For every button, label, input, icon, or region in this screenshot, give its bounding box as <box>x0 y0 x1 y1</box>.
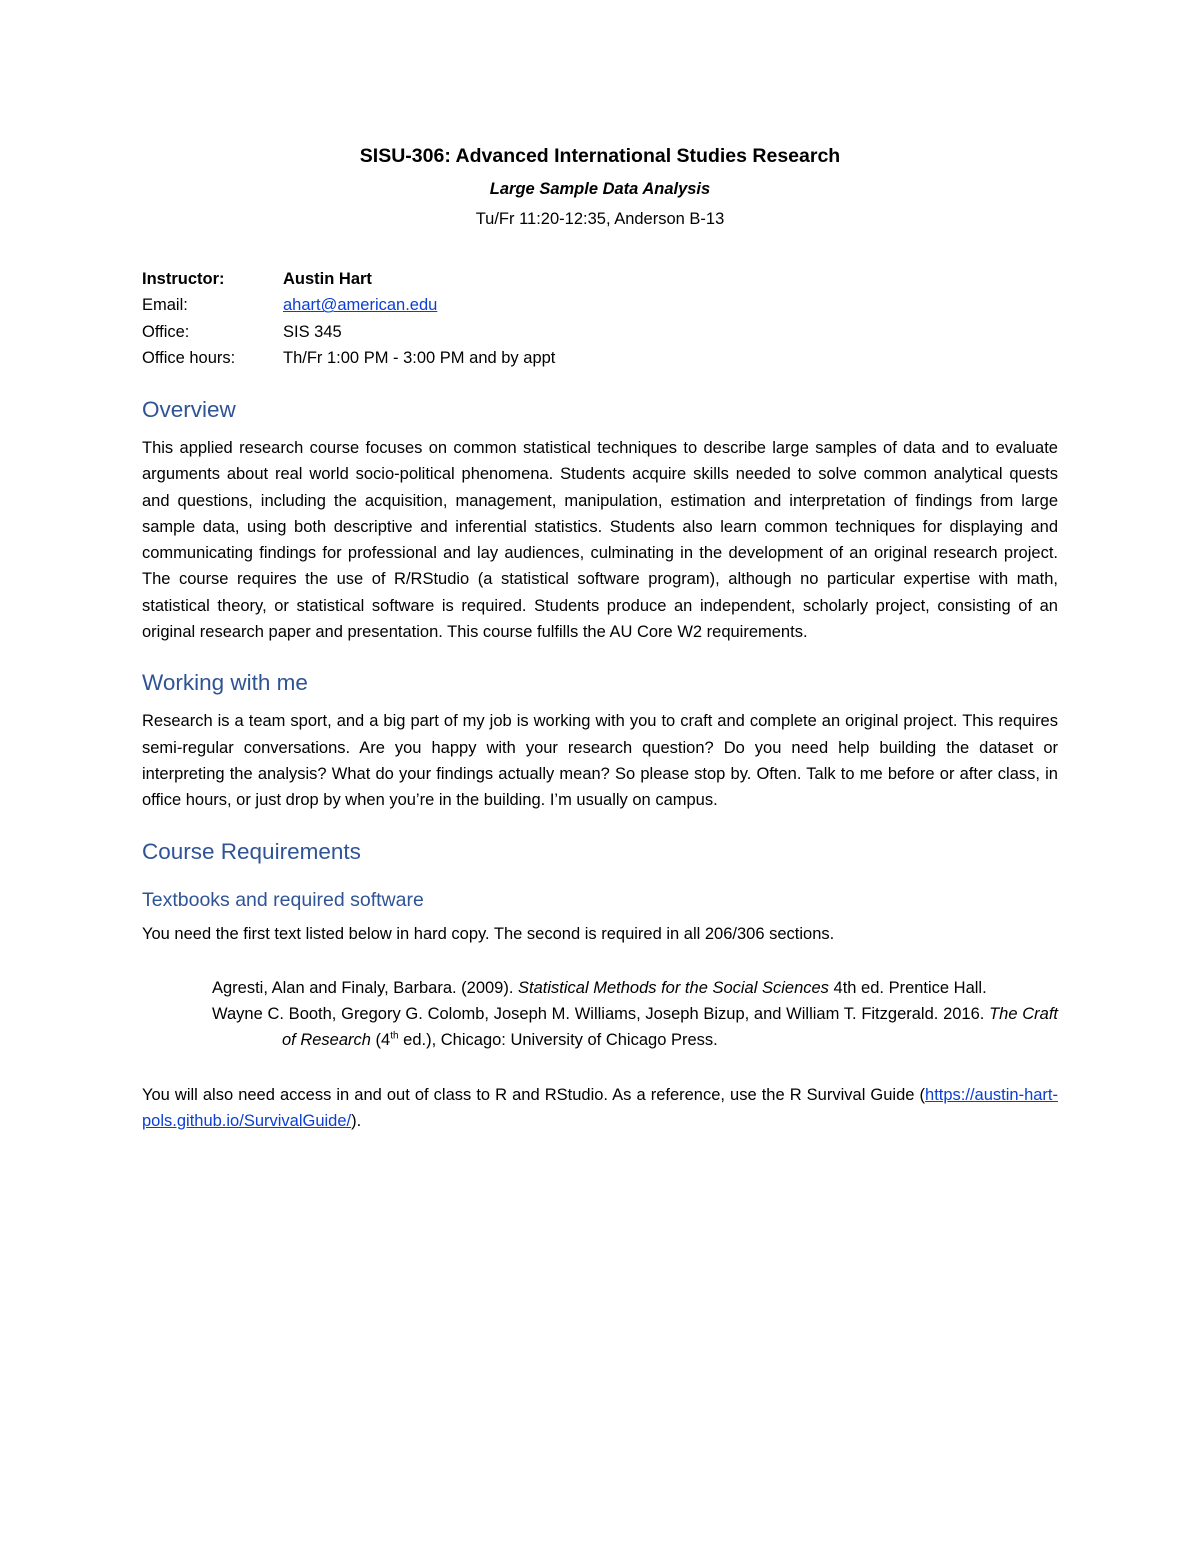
email-label: Email: <box>142 296 188 315</box>
ref1-title: Statistical Methods for the Social Sciences <box>518 978 829 997</box>
reference-item <box>212 1001 1058 1054</box>
ref2-title: The Craft of Research <box>282 1005 1059 1050</box>
email-link[interactable]: ahart@american.edu <box>283 296 438 315</box>
requirements-heading: Course Requirements <box>142 838 361 864</box>
overview-text: This applied research course focuses on common statistical techniques to describe large samples of data and to evaluate arguments about real world socio-political phenomena. Students acquire skills needed to solve common analytical quests and questions, including the acquisition, management, manipulation, estimation and interpretation of findings from large sample data, using both descriptive and inferential statistics. Students also learn common techniques for displaying and communicating findings for professional and lay audiences, culminating in the development of an original research project. The course requires the use of R/RStudio (a statistical software program), although no particular expertise with math, statistical theory, or statistical software is required. Students produce an independent, scholarly project, consisting of an original research paper and presentation. This course fulfills the AU Core W2 requirements. <box>142 439 1058 642</box>
textbooks-heading: Textbooks and required software <box>142 888 424 911</box>
course-schedule: Tu/Fr 11:20-12:35, Anderson B-13 <box>475 210 725 228</box>
textbooks-intro: You need the first text listed below in hard copy. The second is required in all 206/306 sections. <box>142 924 835 943</box>
instructor-info <box>142 266 555 372</box>
email-row <box>142 293 555 320</box>
ref2-edition: (4 <box>370 1031 391 1050</box>
reference-list <box>212 975 1058 1054</box>
office-value: SIS 345 <box>283 322 342 341</box>
software-note <box>142 1082 1058 1135</box>
survival-guide-link[interactable]: https://austin-hart-pols.github.io/SurvivalGuide/ <box>142 1085 1058 1131</box>
instructor-name: Austin Hart <box>283 269 372 288</box>
course-title: SISU-306: Advanced International Studies Research <box>359 145 841 167</box>
software-text: You will also need access in and out of class to R and RStudio. As a reference, use the R Survival Guide ( <box>142 1085 926 1104</box>
office-label: Office: <box>142 322 190 341</box>
software-text-end: ). <box>351 1112 362 1131</box>
working-text: Research is a team sport, and a big part of my job is working with you to craft and complete an original project. This requires semi-regular conversations. Are you happy with your research question? Do you need help building the dataset or interpreting the analysis? What do your findings actually mean? So please stop by. Often. Talk to me before or after class, in office hours, or just drop by when you’re in the building. I’m usually on campus. <box>142 712 1058 810</box>
course-subtitle: Large Sample Data Analysis <box>489 180 711 198</box>
ref2-edition-suffix: th <box>390 1030 399 1042</box>
document-page <box>142 138 1058 1134</box>
ref1-authors: Agresti, Alan and Finaly, Barbara. (2009). <box>212 978 519 997</box>
instructor-label: Instructor: <box>142 269 225 288</box>
office-hours-label: Office hours: <box>142 349 236 368</box>
ref2-publisher: ed.), Chicago: University of Chicago Press. <box>398 1031 718 1050</box>
ref1-publisher: 4th ed. Prentice Hall. <box>828 978 987 997</box>
reference-item <box>212 975 1058 1001</box>
overview-heading: Overview <box>142 397 236 422</box>
instructor-row <box>142 266 555 293</box>
office-hours-row <box>142 346 555 373</box>
ref2-authors: Wayne C. Booth, Gregory G. Colomb, Joseph M. Williams, Joseph Bizup, and William T. Fitzgerald. 2016. <box>212 1005 990 1024</box>
document-header <box>142 138 1058 234</box>
office-hours-value: Th/Fr 1:00 PM - 3:00 PM and by appt <box>283 349 556 368</box>
office-row <box>142 319 555 346</box>
working-heading: Working with me <box>142 670 308 696</box>
